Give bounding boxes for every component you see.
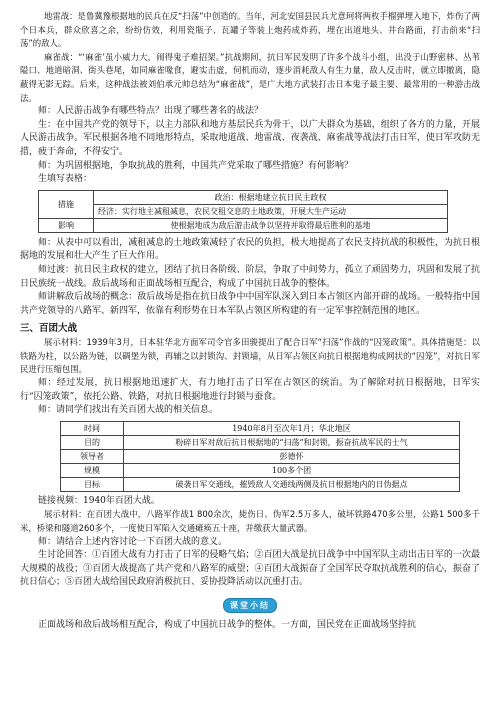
row-label: 时间 — [61, 421, 124, 435]
table-row — [39, 190, 448, 204]
paragraph-teacher-question-4: 师：请结合上述内容讨论一下百团大战的意义。 — [38, 536, 228, 547]
effect-label-cell: 影响 — [39, 218, 94, 232]
paragraph-cage-policy-material: 展示材料：1939年3月，日本驻华北方面军司令官多田骏提出了配合日军“扫荡”作战的“囚笼政策”。具体措施是：以铁路为柱，以公路为链，以碉堡为锁，再辅之以封锁沟、封锁墙，从日军占领区向抗日根据地构成网状的“囚笼”，对抗日军民进行压缩包围。 — [20, 337, 480, 375]
paragraph-fill-table-prompt: 生填写表格： — [38, 174, 93, 185]
table-row — [61, 477, 460, 491]
hundred-regiments-table — [60, 421, 460, 492]
table-row — [61, 463, 460, 477]
table-row — [61, 449, 460, 463]
paragraph-teacher-question-2: 师：为巩固根据地，争取抗战的胜利，中国共产党采取了哪些措施？有何影响？ — [38, 160, 354, 171]
paragraph-table-comment: 师：从表中可以看出，减租减息的土地政策减轻了农民的负担，极大地提高了农民支持抗战的积极性，为抗日根据地的发展和壮大产生了巨大作用。 — [20, 237, 480, 262]
class-summary-banner — [20, 598, 480, 613]
paragraph-teacher-question-1: 师：人民游击战争有哪些特点？出现了哪些著名的战法？ — [38, 106, 264, 117]
measures-table — [38, 190, 448, 233]
politics-cell: 政治：根据地建立抗日民主政权 — [94, 190, 448, 204]
measures-label-cell: 措施 — [39, 190, 94, 218]
paragraph-summary-text: 正面战场和敌后战场相互配合，构成了中国抗日战争的整体。一方面，国民党在正面战场坚持抗 — [38, 620, 417, 630]
paragraph-teacher-transition: 师过渡：抗日民主政权的建立，团结了抗日各阶级、阶层，争取了中间势力，孤立了顽固势力，巩固和发展了抗日民族统一战线。敌后战场和正面战场相互配合，构成了中国抗日战争的整体。 — [20, 264, 480, 289]
section-title: 百团大战 — [39, 323, 78, 335]
table-row — [61, 421, 460, 435]
effect-cell: 使根据地成为敌后游击战争以坚持并取得最后胜利的基地 — [94, 218, 448, 232]
table-row — [61, 435, 460, 449]
row-value: 彭德怀 — [124, 449, 460, 463]
paragraph-teacher-question-3: 师：请同学们找出有关百团大战的相关信息。 — [38, 405, 219, 416]
paragraph-teacher-cage-policy: 师：经过发展，抗日根据地迅速扩大，有力地打击了日军在占领区的统治。为了解除对抗日根据地，日军实行“囚笼政策”，依托公路、铁路，对抗日根据地进行封锁与蚕食。 — [20, 378, 480, 402]
row-label: 规模 — [61, 463, 124, 477]
row-value: 破袭日军交通线，摧毁敌人交通线两侧及抗日根据地内的日伪据点 — [124, 477, 460, 491]
class-summary-badge: 课堂小结 — [223, 598, 277, 613]
section-number: 三、 — [20, 323, 40, 335]
row-label: 领导者 — [61, 449, 124, 463]
paragraph-student-answer-1: 生：在中国共产党的领导下，以主力部队和地方基层民兵为骨干，以广大群众为基础，组织了各方的力量，开展人民游击战争。军民根据各地不同地形特点，采取地道战、地雷战、夜袭战、麻雀战等战法打击日军，使日军攻防无措，疲于奔命，不得安宁。 — [20, 119, 480, 157]
row-label: 目标 — [61, 477, 124, 491]
paragraph-sparrow-warfare: 麻雀战：“‘麻雀’虽小威力大，闹得鬼子难招架。”抗战期间，抗日军民发明了许多个战斗小组，出没于山野密林、丛苇隘口、地道暗洞、街头巷尾，如同麻雀喙食，避实击虚，伺机而动，逐步消耗敌人有生力量，敌人反击时，就立即撤离，隐蔽得无影无踪。后来，这种战法被刘伯承元帅总结为“麻雀战”，是广大地方武装打击日本鬼子最主要、最常用的一种游击战法。 — [20, 51, 480, 103]
paragraph-rear-battlefield-concept: 师讲解敌后战场的概念：敌后战场是指在抗日战争中中国军队深入到日本占领区内部开辟的战场。一般特指中国共产党领导的八路军、新四军，依靠有利形势在日本军队占领区所构建的有一定军事控制范围的地区。 — [20, 292, 480, 316]
paragraph-video-link: 链接视频：1940年百团大战。 — [38, 495, 160, 506]
paragraph-student-discussion: 生讨论回答：①百团大战有力打击了日军的侵略气焰；②百团大战是抗日战争中中国军队主动出击日军的一次最大规模的战役；③百团大战提高了共产党和八路军的威望；④百团大战振奋了全国军民夺取抗战胜利的信心，振奋了抗日信心；⑤百团大战给国民政府消极抗日、妥协投降活动以沉重打击。 — [20, 550, 480, 588]
paragraph-landmine-warfare: 地雷战：是鲁冀豫根据地的民兵在反“扫荡”中创造的。当年，河北安国县民兵尤意珂将两枚手榴弹埋入地下，炸伤了两个日本兵，群众欣喜之余，纷纷仿效，利用瓷瓶子、瓦罐子等装上炮药成炸药，埋在出道地头、井台路面，打击前来“扫荡”的敌人。 — [20, 11, 480, 49]
economy-cell: 经济：实行地主减租减息，农民交租交息的土地政策，开展大生产运动 — [94, 204, 448, 218]
row-value: 100多个团 — [124, 463, 460, 477]
table-row — [39, 204, 448, 218]
section-heading-hundred-regiments — [20, 320, 480, 334]
row-value: 粉碎日军对敌后抗日根据地的“扫荡”和封锁，振奋抗战军民的士气 — [124, 435, 460, 449]
paragraph-battle-results-material: 展示材料：在百团大战中，八路军作战1 800余次，毙伤日、伪军2.5万多人，破坏铁路470多公里，公路1 500多千米，桥梁和隧道260多个，一度使日军陷入交通瘫痪五十座，并缴获大量武器。 — [20, 509, 480, 534]
table-row — [39, 218, 448, 232]
row-value: 1940年8月至次年1月；华北地区 — [124, 421, 460, 435]
row-label: 目的 — [61, 435, 124, 449]
